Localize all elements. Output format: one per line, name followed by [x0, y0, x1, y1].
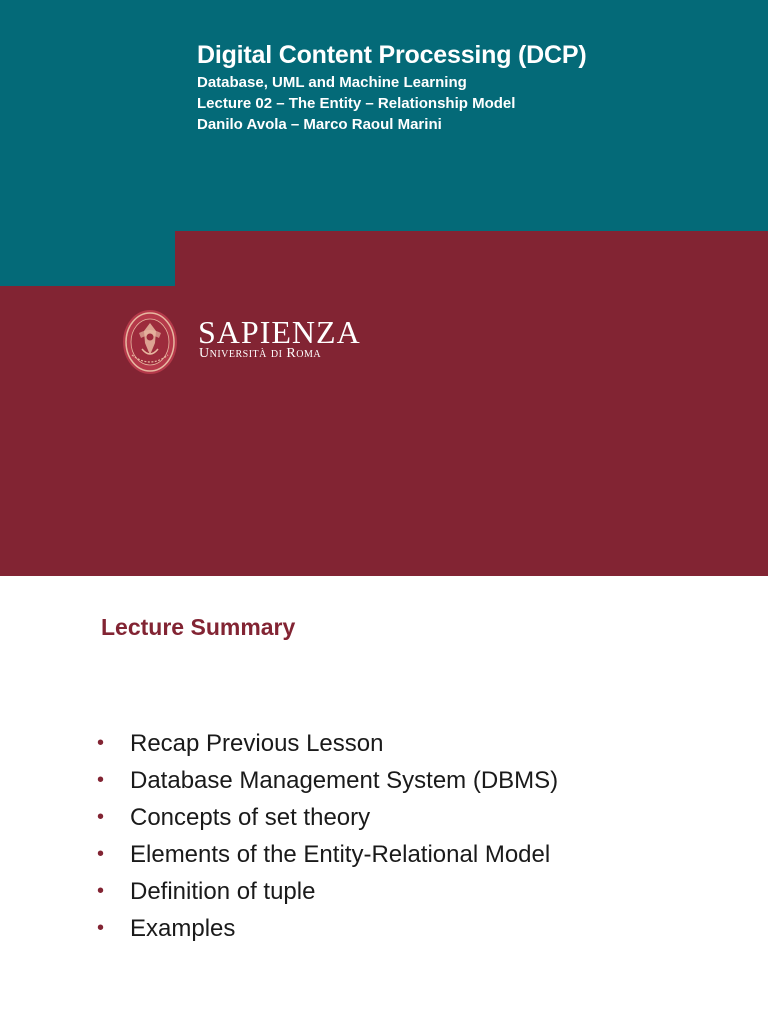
list-item [97, 836, 558, 873]
logo-subtitle: Università di Roma [199, 346, 322, 361]
lecture-title: Lecture 02 – The Entity – Relationship Model [197, 95, 516, 112]
bullet-icon: • [97, 917, 105, 939]
sapienza-logo [122, 309, 361, 375]
bullet-icon: • [97, 732, 105, 754]
summary-list [97, 725, 558, 947]
list-item-text: Elements of the Entity-Relational Model [130, 841, 551, 868]
teal-header-tab [0, 231, 175, 286]
logo-name: SAPIENZA [198, 314, 361, 350]
list-item-text: Definition of tuple [130, 878, 316, 905]
list-item-text: Recap Previous Lesson [130, 730, 384, 757]
list-item-text: Concepts of set theory [130, 804, 371, 831]
authors: Danilo Avola – Marco Raoul Marini [197, 116, 442, 133]
list-item [97, 873, 558, 910]
title-block [197, 38, 586, 135]
bullet-icon: • [97, 806, 105, 828]
list-item-text: Examples [130, 915, 236, 942]
course-subtitle: Database, UML and Machine Learning [197, 74, 467, 91]
sapienza-seal-icon [122, 309, 178, 375]
list-item [97, 799, 558, 836]
list-item-text: Database Management System (DBMS) [130, 767, 559, 794]
list-item [97, 725, 558, 762]
bullet-icon: • [97, 843, 105, 865]
list-item [97, 910, 558, 947]
summary-title: Lecture Summary [101, 614, 296, 640]
summary-slide [0, 576, 768, 1024]
bullet-icon: • [97, 880, 105, 902]
course-title: Digital Content Processing (DCP) [197, 41, 587, 69]
list-item [97, 762, 558, 799]
bullet-icon: • [97, 769, 105, 791]
